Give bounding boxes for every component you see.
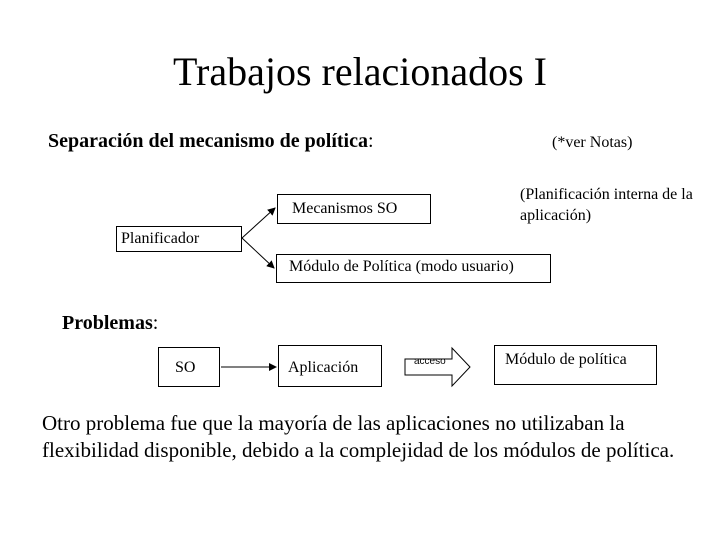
subtitle-bold: Separación del mecanismo de política	[48, 130, 368, 152]
arrow-to-modulo	[242, 238, 274, 268]
body-paragraph: Otro problema fue que la mayoría de las aplicaciones no utilizaban la flexibilidad disponible, debido a la complejidad de los módulos de política.	[42, 411, 675, 462]
notes-reference: (*ver Notas)	[552, 134, 633, 151]
subtitle-colon: :	[367, 130, 374, 152]
planificador-box: Planificador	[116, 226, 242, 252]
acceso-label: acceso	[414, 356, 446, 367]
arrow-to-mecanismos	[242, 208, 275, 238]
modulo-politica-box: Módulo de política	[494, 345, 657, 385]
problemas-bold: Problemas	[62, 312, 153, 334]
problemas-heading	[62, 312, 158, 335]
problemas-colon: :	[152, 312, 159, 334]
aplicacion-box: Aplicación	[278, 345, 382, 387]
page-title: Trabajos relacionados I	[173, 49, 547, 94]
modulo-politica-usuario-box: Módulo de Política (modo usuario)	[276, 254, 551, 283]
planificacion-interna-note: (Planificación interna de la aplicación)	[520, 186, 693, 224]
block-arrow-acceso	[405, 348, 470, 386]
mecanismos-so-box: Mecanismos SO	[277, 194, 431, 224]
so-box: SO	[158, 347, 220, 387]
